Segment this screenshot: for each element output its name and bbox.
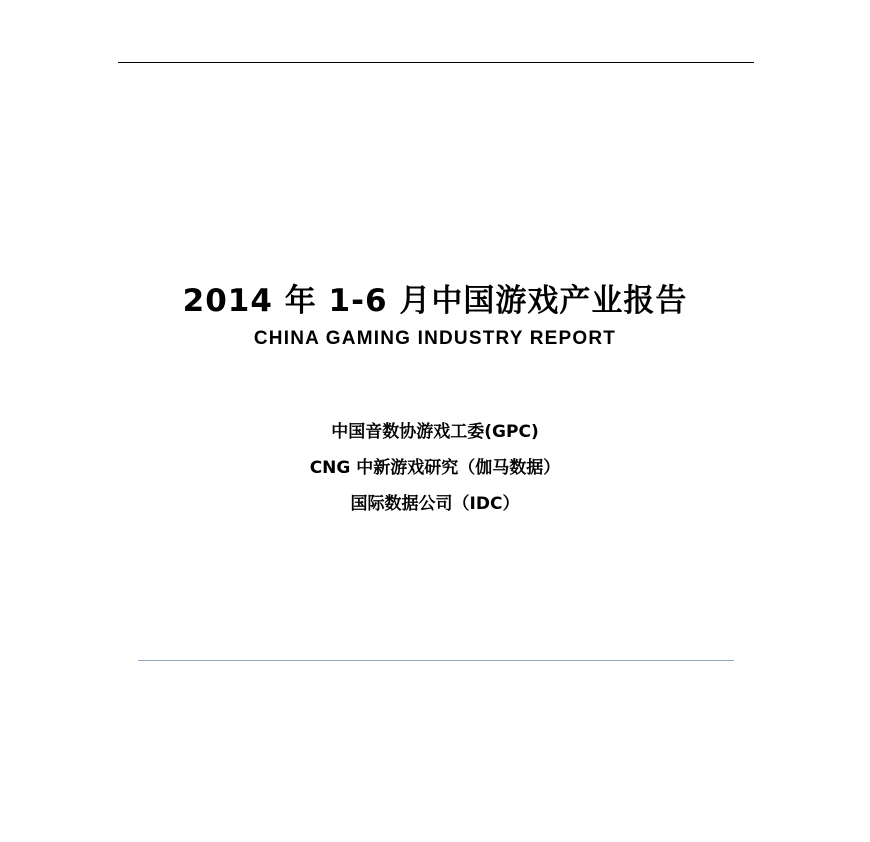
organization-item: 中国音数协游戏工委(GPC)	[331, 422, 539, 442]
report-title-chinese: 2014 年 1-6 月中国游戏产业报告	[182, 283, 688, 319]
footer-rule	[138, 660, 734, 661]
organization-list	[0, 414, 870, 522]
report-title-english: CHINA GAMING INDUSTRY REPORT	[253, 328, 617, 349]
cover-title-block	[0, 282, 870, 352]
organization-item: CNG 中新游戏研究（伽马数据）	[309, 458, 561, 478]
header-rule	[118, 62, 754, 63]
organization-item: 国际数据公司（IDC）	[350, 494, 520, 514]
